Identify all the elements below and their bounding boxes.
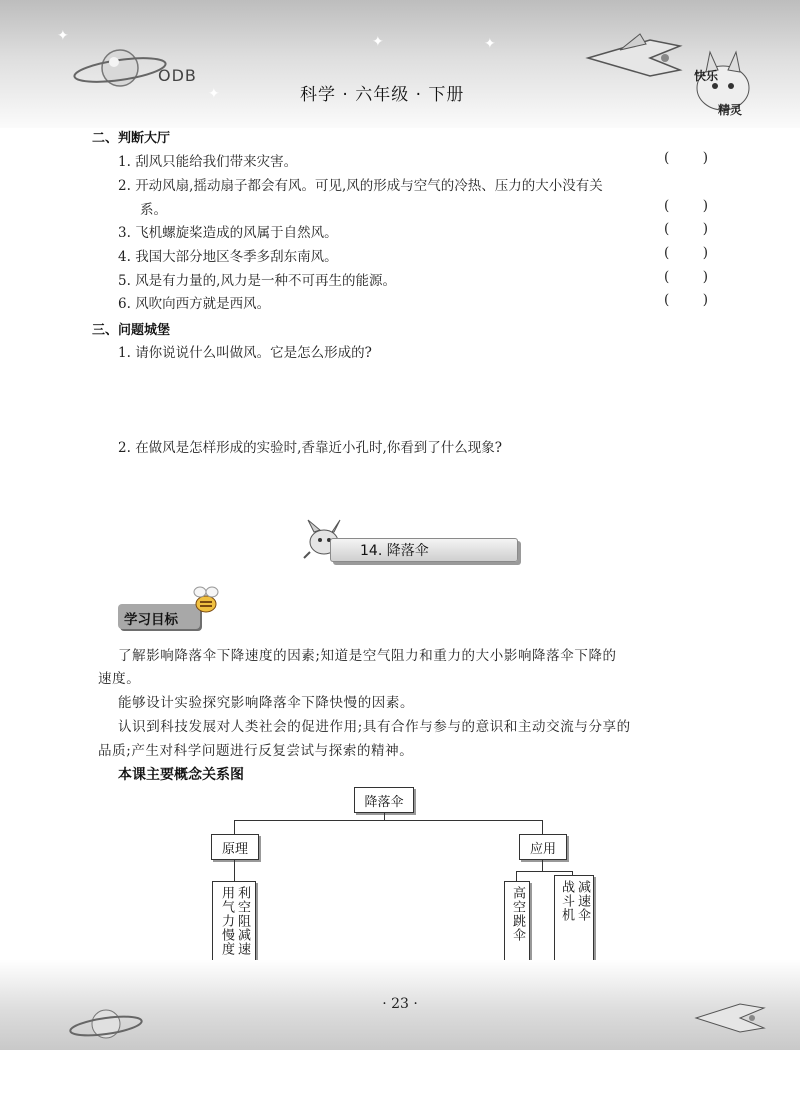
star-icon: ✦ [208,86,220,102]
answer-blank-5[interactable]: ( ) [664,269,708,285]
star-icon: ✦ [57,28,69,44]
goal-paragraph-1: 了解影响降落伞下降速度的因素;知道是空气阻力和重力的大小影响降落伞下降的 [118,648,617,664]
question-1: 1. 请你说说什么叫做风。它是怎么形成的? [118,345,372,361]
diagram-node-fighter-chute: 减速伞 战斗机 [554,875,594,963]
svg-text:快乐: 快乐 [694,69,719,83]
diagram-node-skydiving: 高空跳伞 [504,881,530,963]
answer-blank-1[interactable]: ( ) [664,150,708,166]
goal-paragraph-2: 能够设计实验探究影响降落伞下降快慢的因素。 [118,695,415,711]
bee-mascot-icon [190,584,222,618]
space-shuttle-icon [580,28,690,83]
judgement-item-5: 5. 风是有力量的,风力是一种不可再生的能源。 [118,273,396,289]
lesson-title: 14. 降落伞 [360,543,429,559]
judgement-item-2: 2. 开动风扇,摇动扇子都会有风。可见,风的形成与空气的冷热、压力的大小没有关 [118,178,603,194]
learning-goals-title: 学习目标 [124,612,178,628]
answer-blank-2[interactable]: ( ) [664,198,708,214]
answer-blank-6[interactable]: ( ) [664,292,708,308]
planet-icon [66,1000,146,1044]
answer-blank-3[interactable]: ( ) [664,221,708,237]
judgement-item-3: 3. 飞机螺旋桨造成的风属于自然风。 [118,225,338,241]
section-title-questions: 三、问题城堡 [92,323,171,338]
planet-icon [70,40,170,95]
series-logo: ODB [158,66,197,85]
star-icon: ✦ [372,34,384,50]
svg-text:精灵: 精灵 [718,103,743,117]
goal-paragraph-3: 认识到科技发展对人类社会的促进作用;具有合作与参与的意识和主动交流与分享的 [118,719,631,735]
page-subject-title: 科学 · 六年级 · 下册 [300,85,465,105]
diagram-connector [384,812,385,820]
diagram-node-principle: 原理 [211,834,259,860]
diagram-connector [234,820,542,821]
section-title-judgement: 二、判断大厅 [92,131,171,146]
diagram-connector [234,859,235,881]
star-icon: ✦ [484,36,496,52]
page-number: · 23 · [382,996,418,1012]
answer-blank-4[interactable]: ( ) [664,245,708,261]
mascot-icon [688,48,758,118]
answer-area-2[interactable] [118,458,708,518]
concept-diagram-title: 本课主要概念关系图 [118,767,244,783]
goal-paragraph-1-continued: 速度。 [98,671,141,687]
diagram-connector [542,859,543,871]
judgement-item-6: 6. 风吹向西方就是西风。 [118,296,271,312]
judgement-item-2-continued: 系。 [140,202,167,218]
goal-paragraph-3-continued: 品质;产生对科学问题进行反复尝试与探索的精神。 [98,743,414,759]
answer-area-1[interactable] [118,362,708,430]
question-2: 2. 在做风是怎样形成的实验时,香靠近小孔时,你看到了什么现象? [118,440,503,456]
diagram-node-principle-detail: 利空阻减速 用气力慢度 [212,881,256,967]
diagram-root-node: 降落伞 [354,787,414,813]
diagram-connector [542,820,543,834]
space-shuttle-icon [690,994,770,1038]
diagram-connector [516,871,572,872]
diagram-connector [516,871,517,881]
diagram-node-application: 应用 [519,834,567,860]
judgement-item-1: 1. 刮风只能给我们带来灾害。 [118,154,298,170]
diagram-connector [234,820,235,834]
judgement-item-4: 4. 我国大部分地区冬季多刮东南风。 [118,249,338,265]
